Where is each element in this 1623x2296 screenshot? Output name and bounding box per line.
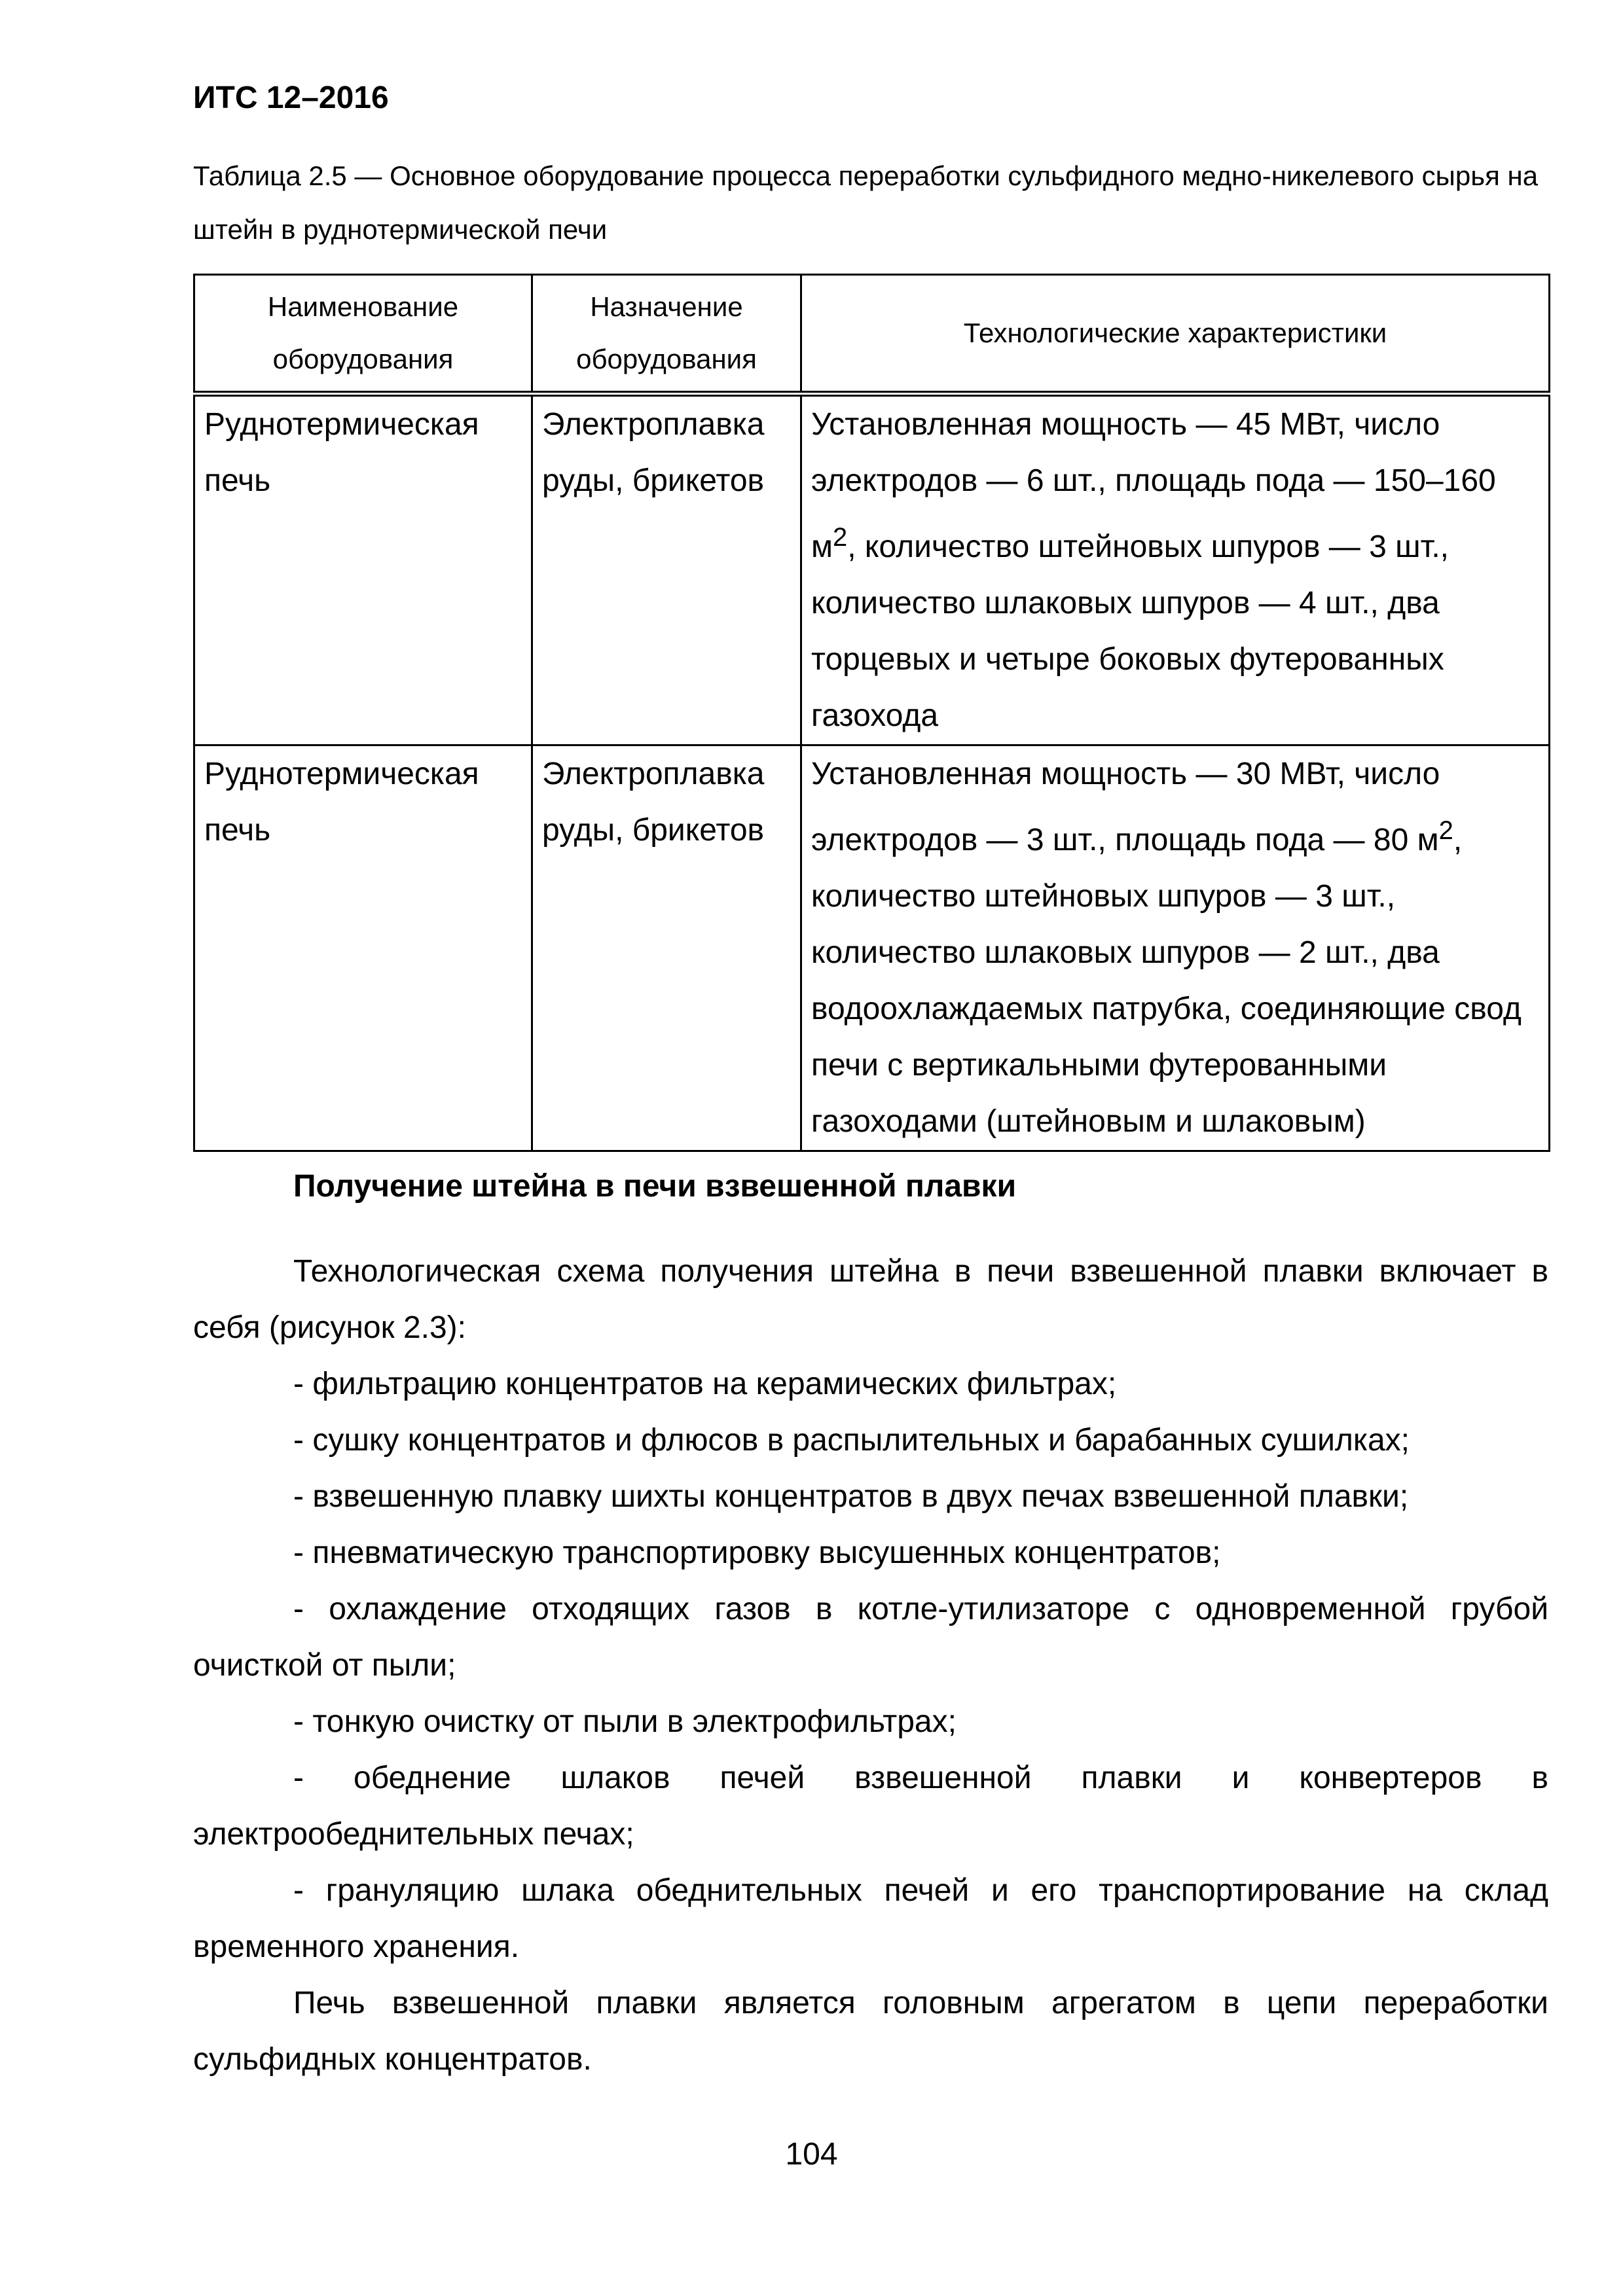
- page-number: 104: [785, 2137, 838, 2172]
- list-item: - фильтрацию концентратов на керамических фильтрах;: [293, 1367, 1117, 1401]
- document-code: ИТС 12–2016: [193, 81, 389, 115]
- superscript-exponent: 2: [1438, 816, 1453, 845]
- characteristics-text-continued: , количество штейновых шпуров — 3 шт., количество шлаковых шпуров — 2 шт., два водоохлаждаемых патрубка, соединяющие свод печи с вертикальными футерованными газоходами (штейновым и шлаковым): [811, 823, 1522, 1139]
- table-row: [194, 394, 1550, 745]
- header-equipment-name: Наименование оборудования: [194, 275, 532, 394]
- list-item: - грануляцию шлака обеднительных печей и его транспортирование на склад временного хранения.: [193, 1873, 1548, 1964]
- equipment-characteristics-cell: [801, 394, 1550, 745]
- list-item: - обеднение шлаков печей взвешенной плавки и конвертеров в электрообеднительных печах;: [193, 1761, 1548, 1852]
- characteristics-text: Установленная мощность — 30 МВт, число электродов — 3 шт., площадь пода — 80 м: [811, 757, 1440, 857]
- characteristics-text-continued: , количество штейновых шпуров — 3 шт., количество шлаковых шпуров — 4 шт., два торцевых и четыре боковых футерованных газохода: [811, 529, 1449, 733]
- list-item: - пневматическую транспортировку высушенных концентратов;: [293, 1535, 1221, 1570]
- closing-paragraph: Печь взвешенной плавки является головным агрегатом в цепи переработки сульфидных концентратов.: [193, 1986, 1548, 2077]
- list-item: - охлаждение отходящих газов в котле-утилизаторе с одновременной грубой очисткой от пыли;: [193, 1592, 1548, 1683]
- list-item: - тонкую очистку от пыли в электрофильтрах;: [293, 1704, 957, 1739]
- equipment-characteristics-cell: [801, 745, 1550, 1151]
- equipment-purpose-cell: Электроплавка руды, брикетов: [532, 394, 801, 745]
- table-caption: Таблица 2.5 — Основное оборудование процесса переработки сульфидного медно-никелевого сырья на штейн в руднотермической печи: [193, 160, 1539, 245]
- header-technical-characteristics: Технологические характеристики: [801, 275, 1550, 394]
- list-item: - взвешенную плавку шихты концентратов в двух печах взвешенной плавки;: [293, 1479, 1409, 1514]
- list-item: - сушку концентратов и флюсов в распылительных и барабанных сушилках;: [293, 1423, 1410, 1458]
- intro-paragraph: Технологическая схема получения штейна в печи взвешенной плавки включает в себя (рисунок 2.3):: [193, 1254, 1548, 1345]
- equipment-name-cell: Руднотермическая печь: [194, 745, 532, 1151]
- header-equipment-purpose: Назначение оборудования: [532, 275, 801, 394]
- equipment-table: [193, 274, 1550, 1152]
- equipment-name-cell: Руднотермическая печь: [194, 394, 532, 745]
- section-heading: Получение штейна в печи взвешенной плавки: [293, 1169, 1017, 1204]
- table-row: [194, 745, 1550, 1151]
- characteristics-text: Установленная мощность — 45 МВт, число электродов — 6 шт., площадь пода — 150–160 м: [811, 407, 1496, 564]
- equipment-purpose-cell: Электроплавка руды, брикетов: [532, 745, 801, 1151]
- superscript-exponent: 2: [833, 523, 848, 552]
- body-text: [193, 1244, 1548, 2088]
- table-header-row: [194, 275, 1550, 394]
